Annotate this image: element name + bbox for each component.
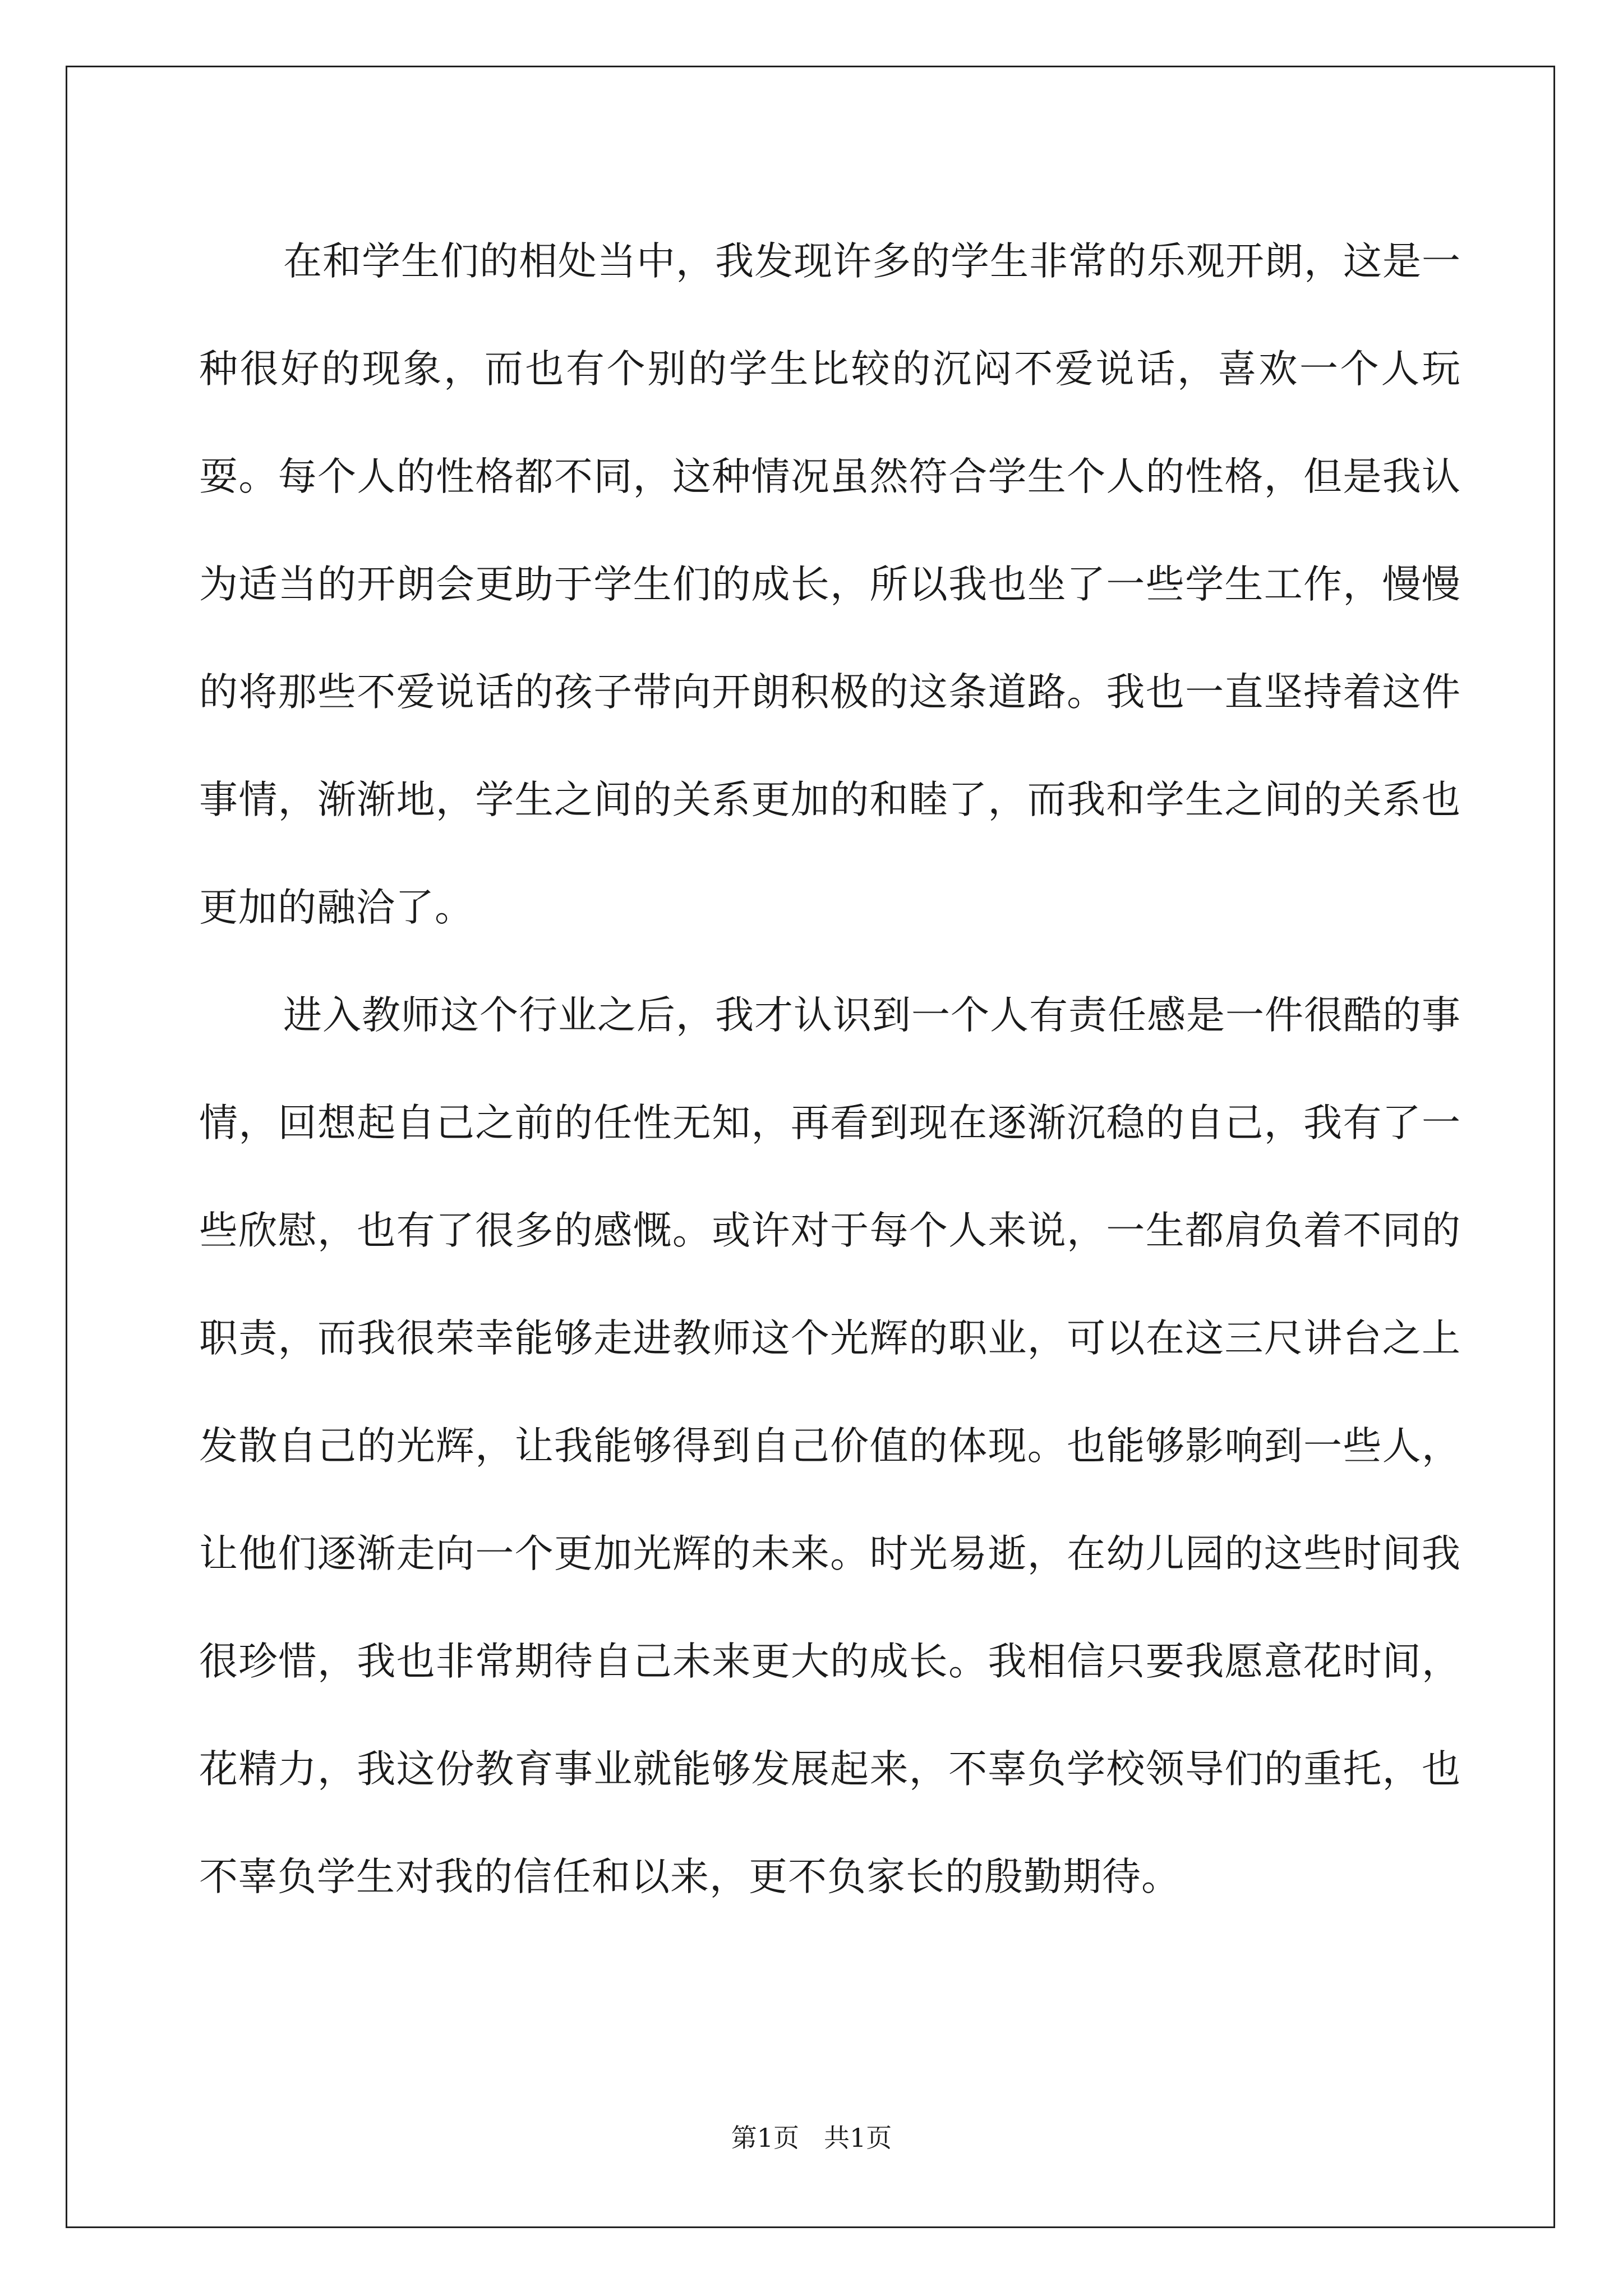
page-number: 第1页	[731, 2123, 800, 2153]
page-footer	[0, 2118, 1623, 2155]
paragraph-1: 在和学生们的相处当中，我发现许多的学生非常的乐观开朗，这是一种很好的现象，而也有个别的学生比较的沉闷不爱说话，喜欢一个人玩耍。每个人的性格都不同，这种情况虽然符合学生个人的性格，但是我认为适当的开朗会更助于学生们的成长，所以我也坐了一些学生工作，慢慢的将那些不爱说话的孩子带向开朗积极的这条道路。我也一直坚持着这件事情，渐渐地，学生之间的关系更加的和睦了，而我和学生之间的关系也更加的融洽了。	[199, 239, 1461, 930]
footer-separator	[799, 2123, 824, 2153]
document-body	[199, 208, 1461, 1931]
paragraph-2: 进入教师这个行业之后，我才认识到一个人有责任感是一件很酷的事情，回想起自己之前的任性无知，再看到现在逐渐沉稳的自己，我有了一些欣慰，也有了很多的感慨。或许对于每个人来说，一生都肩负着不同的职责，而我很荣幸能够走进教师这个光辉的职业，可以在这三尺讲台之上发散自己的光辉，让我能够得到自己价值的体现。也能够影响到一些人，让他们逐渐走向一个更加光辉的未来。时光易逝，在幼儿园的这些时间我很珍惜，我也非常期待自己未来更大的成长。我相信只要我愿意花时间，花精力，我这份教育事业就能够发展起来，不辜负学校领导们的重托，也不辜负学生对我的信任和以来，更不负家长的殷勤期待。	[199, 993, 1461, 1899]
page-total: 共1页	[823, 2123, 892, 2153]
